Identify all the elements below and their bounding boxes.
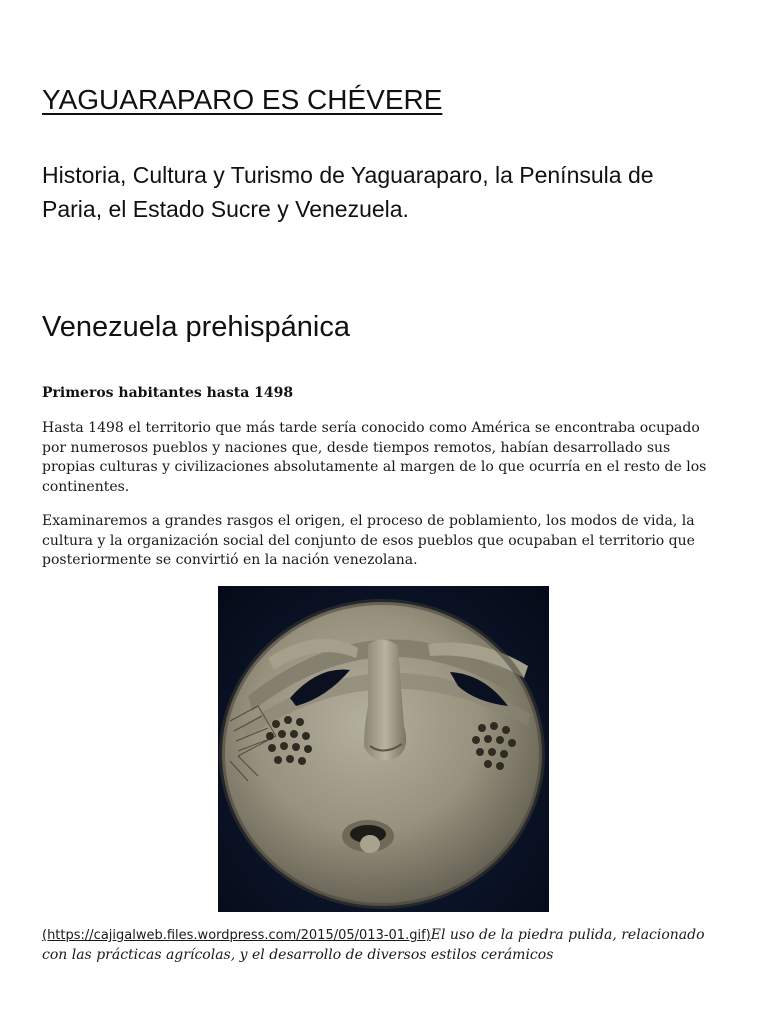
post-paragraph-1: Hasta 1498 el territorio que más tarde sería conocido como América se encontraba ocupado por numerosos pueblos y naciones que, desde tiempos remotos, habían desarrollado sus propias culturas y civilizaciones absolutamente al margen de lo que ocurría en el resto de los continentes. [42,420,707,495]
post-title: Venezuela prehispánica [42,311,350,343]
ceramic-mask-image[interactable] [218,586,549,912]
post-paragraph-2: Examinaremos a grandes rasgos el origen, el proceso de poblamiento, los modos de vida, la cultura y la organización social del conjunto de esos pueblos que ocupaban el territorio que posteriormente se convirtió en la nación venezolana. [42,513,695,568]
figure-caption [42,926,722,965]
post-subheading: Primeros habitantes hasta 1498 [42,385,294,401]
figure-caption-text: El uso de la piedra pulida, relacionado con las prácticas agrícolas, y el desarrollo de diversos estilos cerámicos [42,927,705,963]
figure-source-link[interactable]: (https://cajigalweb.files.wordpress.com/2015/05/013-01.gif) [42,928,431,943]
site-tagline: Historia, Cultura y Turismo de Yaguaraparo, la Península de Paria, el Estado Sucre y Venezuela. [42,162,654,222]
site-title-link[interactable]: YAGUARAPARO ES CHÉVERE [42,84,443,115]
ceramic-mask-illustration [218,586,549,912]
